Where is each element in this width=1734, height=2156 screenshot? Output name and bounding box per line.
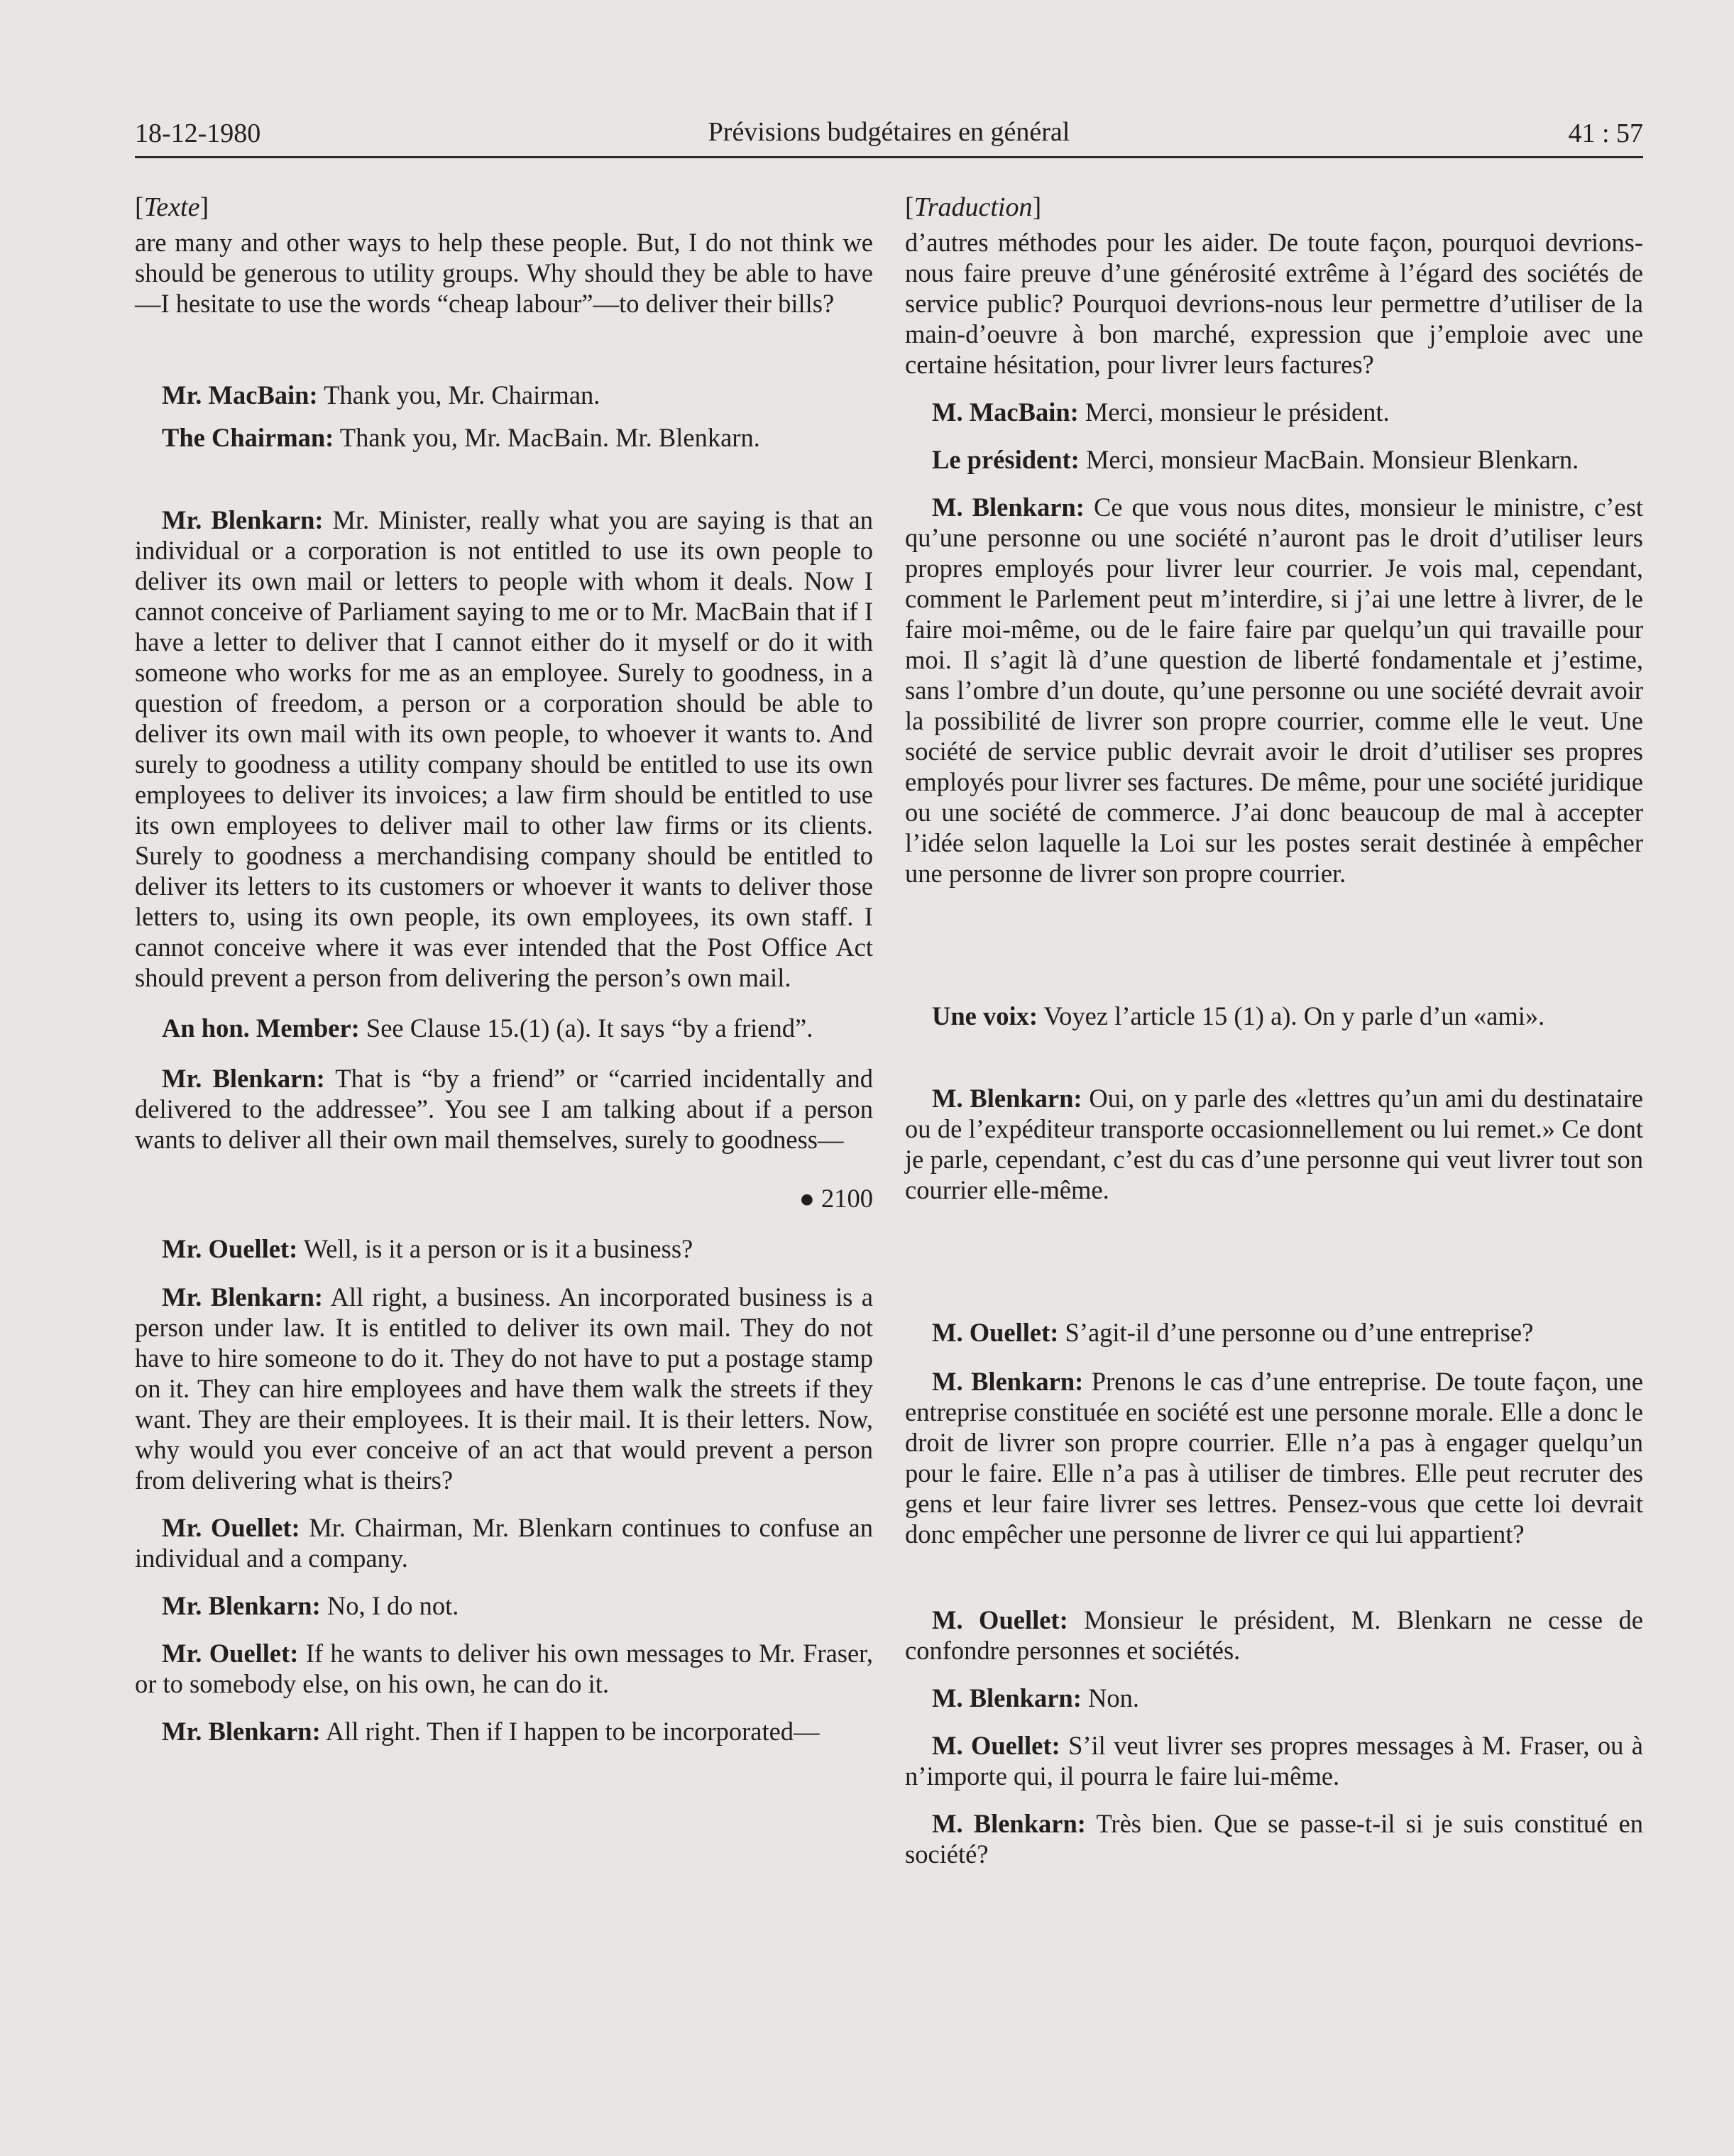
speaker-name: M. Ouellet: <box>932 1318 1059 1347</box>
paragraph <box>135 1013 873 1043</box>
speaker-name: Mr. Blenkarn: <box>162 1591 321 1620</box>
speaker-name: M. Blenkarn: <box>932 1809 1086 1838</box>
speech-text: All right. Then if I happen to be incorporated— <box>320 1717 820 1746</box>
speaker-name: Mr. MacBain: <box>162 380 318 409</box>
speech-text: Thank you, Mr. MacBain. Mr. Blenkarn. <box>334 423 760 452</box>
speaker-name: M. Ouellet: <box>932 1605 1068 1634</box>
speech-text: Monsieur le président, M. Blenkarn ne cesse de confondre personnes et sociétés. <box>905 1605 1643 1665</box>
speaker-name: M. Blenkarn: <box>932 1084 1082 1113</box>
paragraph <box>905 397 1643 427</box>
paragraph <box>135 1716 873 1747</box>
speaker-name: M. Blenkarn: <box>932 1683 1082 1712</box>
speech-text: Ce que vous nous dites, monsieur le ministre, c’est qu’une personne ou une société n’auront pas le droit d’utiliser leurs propres employés pour livrer leur courrier. Je vois mal, cependant, comment le Parlement peut m’interdire, si j’ai une lettre à livrer, de le faire moi-même, ou de le faire faire par quelqu’un qui travaille pour moi. Il s’agit là d’une question de liberté fondamentale et j’estime, sans l’ombre d’un doute, qu’une personne ou une société devrait avoir la possibilité de livrer son propre courrier, comme elle le veut. Une société de service public devrait avoir le droit d’utiliser ses propres employés pour livrer ses factures. De même, pour une société juridique ou une société de commerce. J’ai donc beaucoup de mal à accepter l’idée selon laquelle la Loi sur les postes serait destinée à empêcher une personne de livrer son propre courrier. <box>905 493 1643 888</box>
speaker-name: Une voix: <box>932 1001 1038 1030</box>
speaker-name: Mr. Blenkarn: <box>162 505 324 534</box>
speech-text: That is “by a friend” or “carried incidentally and delivered to the addressee”. You see I am talking about if a person wants to deliver all their own mail themselves, surely to goodness— <box>135 1064 873 1154</box>
paragraph <box>135 1638 873 1699</box>
header-date: 18-12-1980 <box>135 119 261 148</box>
speaker-name: An hon. Member: <box>162 1013 360 1043</box>
paragraph <box>905 1001 1643 1031</box>
speech-text: All right, a business. An incorporated business is a person under law. It is entitled to deliver its own mail. They do not have to hire someone to do it. They do not have to put a postage stamp on it. They can hire employees and have them walk the streets if they want. They are their employees. It is their mail. It is their letters. Now, why would you ever conceive of an act that would prevent a person from delivering what is theirs? <box>135 1282 873 1495</box>
speaker-name: Mr. Ouellet: <box>162 1639 299 1668</box>
speech-text: See Clause 15.(1) (a). It says “by a friend”. <box>359 1013 813 1043</box>
speech-text: S’il veut livrer ses propres messages à M. Fraser, ou à n’importe qui, il pourra le faire lui-même. <box>905 1731 1644 1791</box>
speech-text: Merci, monsieur MacBain. Monsieur Blenkarn. <box>1079 445 1579 474</box>
speech-text: If he wants to deliver his own messages to Mr. Fraser, or to somebody else, on his own, he can do it. <box>135 1639 873 1698</box>
speaker-name: Mr. Blenkarn: <box>162 1717 321 1746</box>
speech-text: Mr. Minister, really what you are saying is that an individual or a corporation is not entitled to use its own people to deliver its own mail or letters to people with whom it deals. Now I cannot conceive of Parliament saying to me or to Mr. MacBain that if I have a letter to deliver that I cannot either do it myself or do it with someone who works for me as an employee. Surely to goodness, in a question of freedom, a person or a corporation should be able to deliver its own mail with its own people, to whoever it wants to. And surely to goodness a utility company should be entitled to use its own employees to deliver its invoices; a law firm should be entitled to use its own employees to deliver mail to other law firms or its clients. Surely to goodness a merchandising company should be entitled to deliver its letters to its customers or whoever it wants to deliver those letters to, using its own people, its own employees, its own staff. I cannot conceive where it was ever intended that the Post Office Act should prevent a person from delivering the person’s own mail. <box>135 505 873 992</box>
speaker-name: Mr. Ouellet: <box>162 1513 300 1542</box>
column-tag-text: Texte <box>143 192 200 222</box>
paragraph <box>135 380 873 410</box>
speaker-name: The Chairman: <box>162 423 334 452</box>
paragraph <box>905 1808 1643 1869</box>
paragraph: are many and other ways to help these people. But, I do not think we should be generous to utility groups. Why should they be able to have—I hesitate to use the words “cheap labour”—to deliver their bills? <box>135 228 873 318</box>
paragraph <box>135 1233 873 1264</box>
paragraph <box>135 1512 873 1573</box>
speaker-name: M. MacBain: <box>932 397 1079 427</box>
speech-text: S’agit-il d’une personne ou d’une entreprise? <box>1058 1318 1534 1347</box>
paragraph <box>905 1366 1643 1549</box>
speech-text: Oui, on y parle des «lettres qu’un ami du destinataire ou de l’expéditeur transporte occasionnellement ou lui remet.» Ce dont je parle, cependant, c’est du cas d’une personne qui veut livrer tout son courrier elle-même. <box>905 1084 1643 1204</box>
column-tag: [Traduction] <box>905 192 1042 222</box>
paragraph <box>905 444 1643 475</box>
speech-text: Voyez l’article 15 (1) a). On y parle d’un «ami». <box>1038 1001 1545 1030</box>
french-column <box>905 192 1643 1869</box>
speaker-name: M. Blenkarn: <box>932 493 1085 522</box>
speech-text: Well, is it a person or is it a business? <box>297 1234 693 1263</box>
speech-text: Très bien. Que se passe-t-il si je suis constitué en société? <box>905 1809 1643 1869</box>
english-column <box>135 192 873 1747</box>
paragraph <box>905 492 1643 889</box>
speaker-name: M. Ouellet: <box>932 1731 1060 1760</box>
speaker-name: M. Blenkarn: <box>932 1367 1084 1396</box>
column-tag: [Texte] <box>135 192 209 222</box>
header-title: Prévisions budgétaires en général <box>708 117 1070 147</box>
paragraph <box>135 1282 873 1495</box>
speech-text: Prenons le cas d’une entreprise. De toute façon, une entreprise constituée en société est une personne morale. Elle a donc le droit de livrer son propre courrier. Elle n’a pas à engager quelqu’un pour le faire. Elle n’a pas à utiliser de timbres. Elle peut recruter des gens et leur faire livrer ses lettres. Pensez-vous que cette loi devrait donc empêcher une personne de livrer ce qui lui appartient? <box>905 1367 1643 1549</box>
speaker-name: Le président: <box>932 445 1080 474</box>
header-page-number: 41 : 57 <box>1568 119 1643 148</box>
paragraph <box>135 505 873 993</box>
speech-text: No, I do not. <box>320 1591 459 1620</box>
speech-text: Mr. Chairman, Mr. Blenkarn continues to confuse an individual and a company. <box>135 1513 874 1573</box>
paragraph <box>135 1063 873 1155</box>
paragraph <box>135 422 873 453</box>
paragraph <box>905 1605 1643 1666</box>
speaker-name: Mr. Blenkarn: <box>162 1282 324 1311</box>
running-header <box>135 114 1643 158</box>
time-marker: ● 2100 <box>799 1184 873 1213</box>
speech-text: Non. <box>1081 1683 1140 1712</box>
column-tag-text: Traduction <box>913 192 1033 222</box>
speech-text: Thank you, Mr. Chairman. <box>317 380 600 409</box>
paragraph <box>905 1683 1643 1713</box>
speaker-name: Mr. Ouellet: <box>162 1234 298 1263</box>
paragraph <box>905 1083 1643 1205</box>
paragraph <box>135 1590 873 1621</box>
paragraph: d’autres méthodes pour les aider. De toute façon, pourquoi devrions-nous faire preuve d’une générosité extrême à l’égard des sociétés de service public? Pourquoi devrions-nous leur permettre d’utiliser de la main-d’oeuvre à bon marché, expression que j’emploie avec une certaine hésitation, pour livrer leurs factures? <box>905 228 1643 379</box>
speaker-name: Mr. Blenkarn: <box>162 1064 325 1093</box>
paragraph <box>905 1730 1643 1791</box>
paragraph <box>905 1317 1643 1348</box>
speech-text: Merci, monsieur le président. <box>1078 397 1390 427</box>
